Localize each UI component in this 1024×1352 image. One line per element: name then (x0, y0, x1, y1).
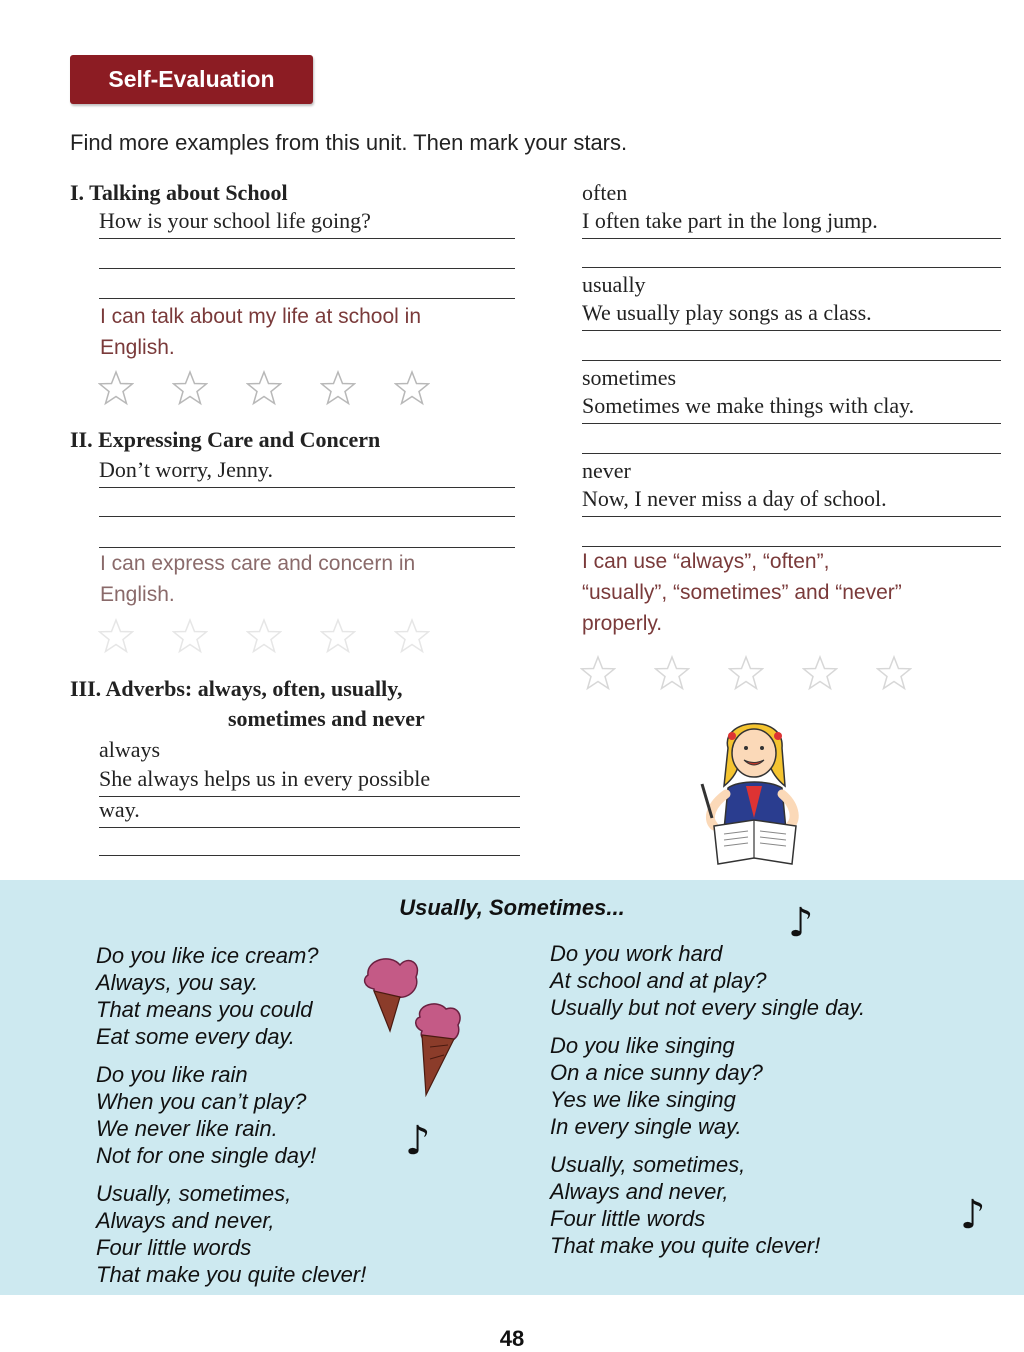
usually-example-line[interactable] (582, 300, 1001, 331)
section-1-heading (70, 180, 288, 206)
poem-line: Eat some every day. (96, 1024, 295, 1049)
sometimes-example: Sometimes we make things with clay. (582, 393, 915, 418)
adverb-usually-label: usually (582, 272, 646, 297)
poem-line: We never like rain. (96, 1116, 278, 1141)
self-evaluation-badge: Self-Evaluation (70, 55, 313, 104)
section-1-example: How is your school life going? (99, 208, 371, 233)
poem-line: Do you work hard (550, 941, 723, 966)
star-icon[interactable] (320, 370, 356, 406)
section-3-can-do (582, 546, 902, 639)
star-icon[interactable] (246, 618, 282, 654)
section-2-heading (70, 427, 380, 453)
star-icon[interactable] (876, 655, 912, 691)
section-1-number: I. (70, 180, 85, 205)
star-icon[interactable] (172, 618, 208, 654)
always-example-1: She always helps us in every possible (99, 766, 431, 791)
section-1-blank-line-1[interactable] (99, 268, 515, 269)
section-3-title-line-1: Adverbs: always, often, usually, (105, 676, 403, 701)
section-2-example-line[interactable] (99, 457, 515, 488)
adverb-often-label: often (582, 180, 628, 205)
star-icon[interactable] (98, 370, 134, 406)
poem-right-stanza-1 (550, 940, 865, 1021)
sometimes-blank-line[interactable] (582, 453, 1001, 454)
star-icon[interactable] (172, 370, 208, 406)
poem-line: At school and at play? (550, 968, 767, 993)
poem-line: Always, you say. (96, 970, 259, 995)
always-example-2: way. (99, 797, 140, 822)
poem-right-stanza-2 (550, 1032, 865, 1140)
star-icon[interactable] (320, 618, 356, 654)
poem-line: Do you like rain (96, 1062, 248, 1087)
poem-line: That make you quite clever! (550, 1233, 821, 1258)
section-1-title: Talking about School (89, 180, 288, 205)
section-2-can-do-line-2: English. (100, 583, 175, 606)
always-blank-line[interactable] (99, 855, 520, 856)
never-example: Now, I never miss a day of school. (582, 486, 887, 511)
poem-right-stanza-3 (550, 1151, 865, 1259)
usually-blank-line[interactable] (582, 360, 1001, 361)
section-1-can-do-line-1: I can talk about my life at school in (100, 305, 421, 328)
instruction-text: Find more examples from this unit. Then mark your stars. (70, 130, 628, 155)
section-1-blank-line-2[interactable] (99, 298, 515, 299)
always-example-line-2[interactable] (99, 797, 520, 828)
star-icon[interactable] (98, 618, 134, 654)
poem-title: Usually, Sometimes... (399, 895, 625, 920)
adverb-never-label: never (582, 458, 631, 483)
often-example: I often take part in the long jump. (582, 208, 878, 233)
section-2-can-do (100, 548, 415, 610)
page-number: 48 (499, 1326, 525, 1351)
section-3-number: III. (70, 676, 102, 701)
section-1-can-do-line-2: English. (100, 336, 175, 359)
music-note-icon: ♪ (405, 1118, 431, 1164)
poem-left-stanza-1 (96, 942, 366, 1050)
section-1-star-rating (98, 370, 430, 406)
section-2-number: II. (70, 427, 93, 452)
star-icon[interactable] (580, 655, 616, 691)
adverb-sometimes-label: sometimes (582, 365, 677, 390)
poem-line: Four little words (550, 1206, 706, 1231)
section-2-blank-line-1[interactable] (99, 516, 515, 517)
music-note-icon: ♪ (960, 1192, 986, 1238)
girl-reading-illustration (690, 708, 820, 868)
section-2-example: Don’t worry, Jenny. (99, 457, 273, 482)
poem-line: That means you could (96, 997, 313, 1022)
poem-line: Do you like singing (550, 1033, 735, 1058)
never-example-line[interactable] (582, 486, 1001, 517)
poem-line: Four little words (96, 1235, 252, 1260)
poem-line: Yes we like singing (550, 1087, 736, 1112)
poem-line: Not for one single day! (96, 1143, 317, 1168)
always-example-line-1[interactable] (99, 766, 520, 797)
poem-line: Usually but not every single day. (550, 995, 866, 1020)
section-3-can-do-line-3: properly. (582, 612, 663, 635)
poem-line: That make you quite clever! (96, 1262, 367, 1287)
music-note-icon: ♪ (788, 900, 814, 946)
section-3-star-rating (580, 655, 912, 691)
star-icon[interactable] (394, 370, 430, 406)
poem-line: On a nice sunny day? (550, 1060, 763, 1085)
section-1-example-line[interactable] (99, 208, 515, 239)
section-2-title: Expressing Care and Concern (98, 427, 381, 452)
poem-line: Usually, sometimes, (550, 1152, 746, 1177)
usually-example: We usually play songs as a class. (582, 300, 872, 325)
star-icon[interactable] (728, 655, 764, 691)
section-1-can-do (100, 301, 421, 363)
section-3-title-line-2: sometimes and never (228, 706, 425, 731)
sometimes-example-line[interactable] (582, 393, 1001, 424)
section-3-heading (70, 676, 403, 702)
section-3-can-do-line-1: I can use “always”, “often”, (582, 550, 830, 573)
adverb-always-label: always (99, 737, 161, 762)
poem-line: When you can’t play? (96, 1089, 307, 1114)
star-icon[interactable] (394, 618, 430, 654)
poem-line: Always and never, (550, 1179, 729, 1204)
poem-left-stanza-3 (96, 1180, 366, 1288)
section-2-can-do-line-1: I can express care and concern in (100, 552, 416, 575)
poem-left-column (96, 942, 366, 1288)
star-icon[interactable] (802, 655, 838, 691)
section-2-star-rating (98, 618, 430, 654)
poem-line: Do you like ice cream? (96, 943, 319, 968)
star-icon[interactable] (246, 370, 282, 406)
poem-line: In every single way. (550, 1114, 742, 1139)
poem-left-stanza-2 (96, 1061, 366, 1169)
often-example-line[interactable] (582, 208, 1001, 239)
section-3-can-do-line-2: “usually”, “sometimes” and “never” (582, 581, 902, 604)
poem-line: Always and never, (96, 1208, 275, 1233)
ice-cream-cone-icon (360, 955, 470, 1100)
poem-line: Usually, sometimes, (96, 1181, 292, 1206)
star-icon[interactable] (654, 655, 690, 691)
often-blank-line[interactable] (582, 267, 1001, 268)
poem-right-column (550, 940, 865, 1259)
